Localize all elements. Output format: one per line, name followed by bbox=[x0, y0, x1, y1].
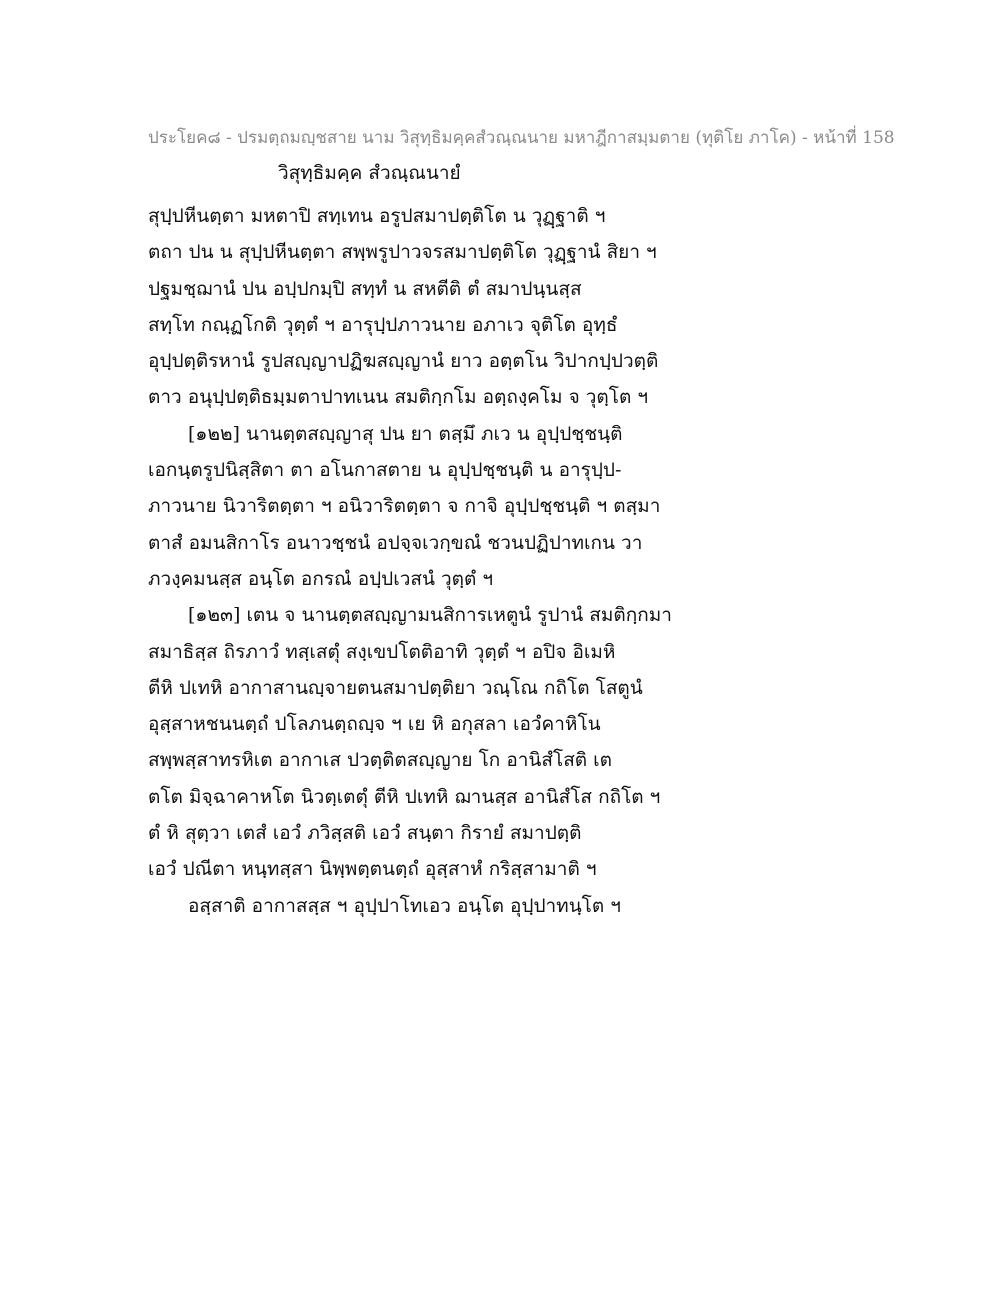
text-line: อุปฺปตฺติรหานํ รูปสญฺญาปฏิฆสญฺญานํ ยาว อตฺตโน วิปากปฺปวตฺติ bbox=[148, 350, 659, 373]
paragraph-start-line: [๑๒๒] นานตฺตสญฺญาสุ ปน ยา ตสฺมึ ภเว น อุปฺปชฺชนฺติ bbox=[188, 422, 623, 445]
text-line: เอกนฺตรูปนิสฺสิตา ตา อโนกาสตาย น อุปฺปชฺชนฺติ น อารุปฺป- bbox=[148, 459, 622, 482]
text-line: ตํ หิ สุตฺวา เตสํ เอวํ ภวิสฺสติ เอวํ สนฺตา กิรายํ สมาปตฺติ bbox=[148, 822, 582, 845]
text-line: สุปฺปหีนตฺตา มหตาปิ สทฺเทน อรูปสมาปตฺติโต น วุฏฺฐาติ ฯ bbox=[148, 205, 606, 227]
text-line: ภวงฺคมนสฺส อนฺโต อกรณํ อปฺปเวสนํ วุตฺตํ ฯ bbox=[148, 567, 494, 590]
paragraph-start-line: อสฺสาติ อากาสสฺส ฯ อุปฺปาโทเอว อนฺโต อุปฺปาทนฺโต ฯ bbox=[188, 894, 621, 917]
text-line: อุสฺสาหชนนตฺถํ ปโลภนตฺถญฺจ ฯ เย หิ อกุสลา เอวํคาหิโน bbox=[148, 713, 601, 736]
text-line: เอวํ ปณีตา หนฺทสฺสา นิพฺพตฺตนตฺถํ อุสฺสาหํ กริสฺสามาติ ฯ bbox=[148, 858, 597, 881]
text-line: สทฺโท กณฺฏโกติ วุตฺตํ ฯ อารุปฺปภาวนาย อภาเว จุติโต อุทฺธํ bbox=[148, 313, 618, 336]
text-line: ตโต มิจฺฉาคาหโต นิวตฺเตตุํ ตีหิ ปเทหิ ฌานสฺส อานิสํโส กถิโต ฯ bbox=[148, 785, 661, 808]
paragraph-start-line: [๑๒๓] เตน จ นานตฺตสญฺญามนสิการเหตูนํ รูปานํ สมติกฺกมา bbox=[188, 604, 672, 627]
text-line: ตาสํ อมนสิกาโร อนาวชฺชนํ อปจฺจเวกฺขณํ ชวนปฏิปาทเกน วา bbox=[148, 531, 643, 554]
text-line: สมาธิสฺส ถิรภาวํ ทสฺเสตุํ สงฺเขปโตติอาทิ วุตฺตํ ฯ อปิจ อิเมหิ bbox=[148, 640, 616, 663]
text-line: ตถา ปน น สุปฺปหีนตฺตา สพฺพรูปาวจรสมาปตฺติโต วุฏฺฐานํ สิยา ฯ bbox=[148, 241, 657, 264]
text-line: ตาว อนุปฺปตฺติธมฺมตาปาทเนน สมติกฺกโม อตฺถงฺคโม จ วุตฺโต ฯ bbox=[148, 386, 649, 409]
section-title: วิสุทฺธิมคฺค สํวณฺณนายํ bbox=[278, 162, 461, 184]
page-header: ประโยค๘ - ปรมตฺถมญฺชสาย นาม วิสุทฺธิมคฺคสํวณฺณนาย มหาฎีกาสมฺมตาย (ทุติโย ภาโค) - หน้าที่ 158 bbox=[148, 128, 895, 148]
text-line: ภาวนาย นิวาริตตฺตา ฯ อนิวาริตตฺตา จ กาจิ อุปฺปชฺชนฺติ ฯ ตสฺมา bbox=[148, 495, 661, 518]
text-line: ตีหิ ปเทหิ อากาสานญฺจายตนสมาปตฺติยา วณฺโณ กถิโต โสตูนํ bbox=[148, 676, 643, 699]
text-line: ปฐมชฺฌานํ ปน อปฺปกมฺปิ สทฺทํ น สหตีติ ตํ สมาปนฺนสฺส bbox=[148, 277, 582, 300]
text-line: สพฺพสฺสาทรหิเต อากาเส ปวตฺติตสญฺญาย โก อานิสํโสติ เต bbox=[148, 749, 613, 772]
body-text bbox=[148, 198, 848, 924]
